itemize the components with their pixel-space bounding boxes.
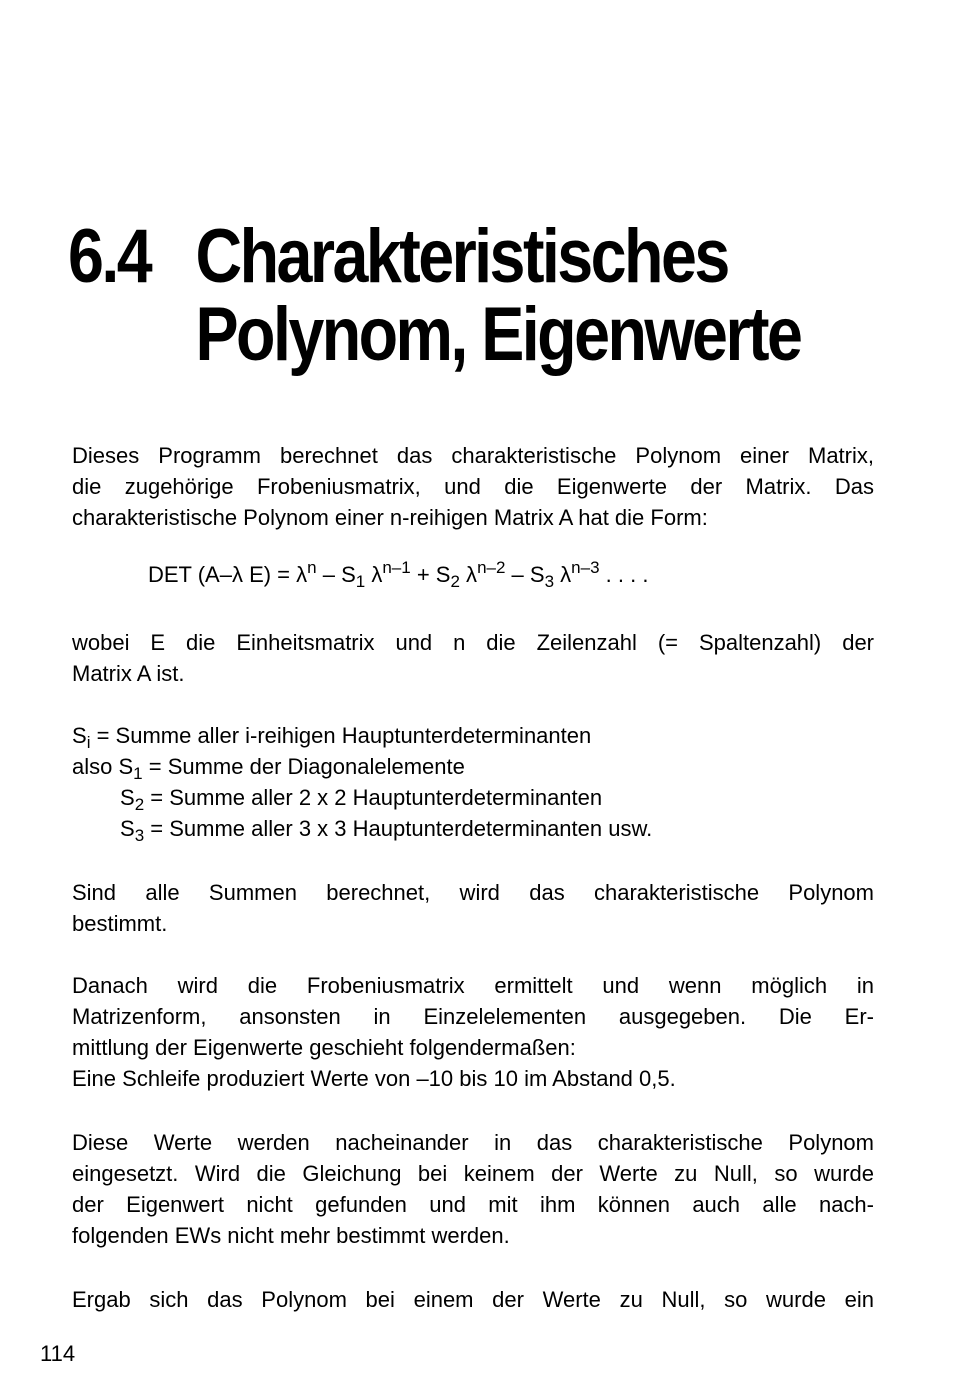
definition-text: = Summe aller i-reihigen Hauptunterdeterminanten	[90, 723, 592, 748]
formula-subscript: 3	[544, 572, 555, 591]
characteristic-polynomial-formula	[148, 558, 649, 591]
diese-line: eingesetzt. Wird die Gleichung bei keinem der Werte zu Null, so wurde	[72, 1161, 874, 1186]
danach-line: Danach wird die Frobeniusmatrix ermittelt und wenn möglich in	[72, 973, 874, 998]
formula-term: – S	[316, 562, 356, 587]
intro-line: Dieses Programm berechnet das charakteristische Polynom einer Matrix,	[72, 443, 874, 468]
heading-line-1: Charakteristisches	[195, 214, 728, 299]
danach-line: Eine Schleife produziert Werte von –10 bis 10 im Abstand 0,5.	[72, 1066, 676, 1091]
definition-si	[72, 720, 874, 751]
formula-exponent: n–3	[571, 558, 600, 577]
section-heading	[68, 214, 801, 377]
definition-text: = Summe aller 3 x 3 Hauptunterdeterminanten usw.	[144, 816, 653, 841]
formula-subscript: 1	[355, 572, 366, 591]
section-number: 6.4	[68, 214, 151, 299]
definition-symbol: also S	[72, 754, 134, 779]
formula-lambda: λ	[554, 562, 572, 587]
definition-s3	[72, 813, 874, 844]
definitions-block	[72, 720, 874, 844]
definition-symbol: S	[120, 816, 135, 841]
definition-s2	[72, 782, 874, 813]
intro-line: die zugehörige Frobeniusmatrix, und die Eigenwerte der Matrix. Das	[72, 474, 874, 499]
ergab-paragraph	[72, 1284, 874, 1315]
diese-line: folgenden EWs nicht mehr bestimmt werden.	[72, 1223, 510, 1248]
sind-paragraph	[72, 877, 874, 939]
definition-subscript: 3	[134, 826, 145, 845]
formula-lambda: λ	[365, 562, 383, 587]
formula-lhs: DET (A–λ E) = λ	[148, 562, 308, 587]
heading-line-2: Polynom, Eigenwerte	[195, 292, 801, 377]
definition-subscript: 1	[133, 764, 143, 783]
formula-lambda: λ	[459, 562, 478, 587]
definition-s1	[72, 751, 874, 782]
formula-exponent: n–1	[382, 558, 411, 577]
definition-subscript: i	[86, 733, 91, 752]
formula-subscript: 2	[450, 572, 460, 591]
formula-term: – S	[505, 562, 545, 587]
wobei-line: wobei E die Einheitsmatrix und n die Zeilenzahl (= Spaltenzahl) der	[72, 630, 874, 655]
sind-line: bestimmt.	[72, 911, 168, 936]
definition-text: = Summe der Diagonalelemente	[142, 754, 465, 779]
definition-subscript: 2	[134, 795, 145, 814]
danach-paragraph	[72, 970, 874, 1094]
page-number: 114	[40, 1341, 76, 1366]
danach-line: mittlung der Eigenwerte geschieht folgendermaßen:	[72, 1035, 576, 1060]
diese-line: Diese Werte werden nacheinander in das charakteristische Polynom	[72, 1130, 874, 1155]
wobei-line: Matrix A ist.	[72, 661, 185, 686]
formula-term: + S	[410, 562, 451, 587]
danach-line: Matrizenform, ansonsten in Einzelelementen ausgegeben. Die Er-	[72, 1004, 874, 1029]
intro-line: charakteristische Polynom einer n-reihigen Matrix A hat die Form:	[72, 505, 708, 530]
definition-symbol: S	[120, 785, 135, 810]
diese-paragraph	[72, 1127, 874, 1251]
diese-line: der Eigenwert nicht gefunden und mit ihm können auch alle nach-	[72, 1192, 874, 1217]
definition-symbol: S	[72, 723, 87, 748]
sind-line: Sind alle Summen berechnet, wird das charakteristische Polynom	[72, 880, 874, 905]
definition-text: = Summe aller 2 x 2 Hauptunterdeterminanten	[144, 785, 603, 810]
wobei-paragraph	[72, 627, 874, 689]
formula-exponent: n–2	[477, 558, 506, 577]
intro-paragraph	[72, 440, 874, 533]
ergab-line: Ergab sich das Polynom bei einem der Werte zu Null, so wurde ein	[72, 1287, 874, 1312]
formula-exponent: n	[307, 558, 317, 577]
formula-ellipsis: . . . .	[599, 562, 649, 587]
